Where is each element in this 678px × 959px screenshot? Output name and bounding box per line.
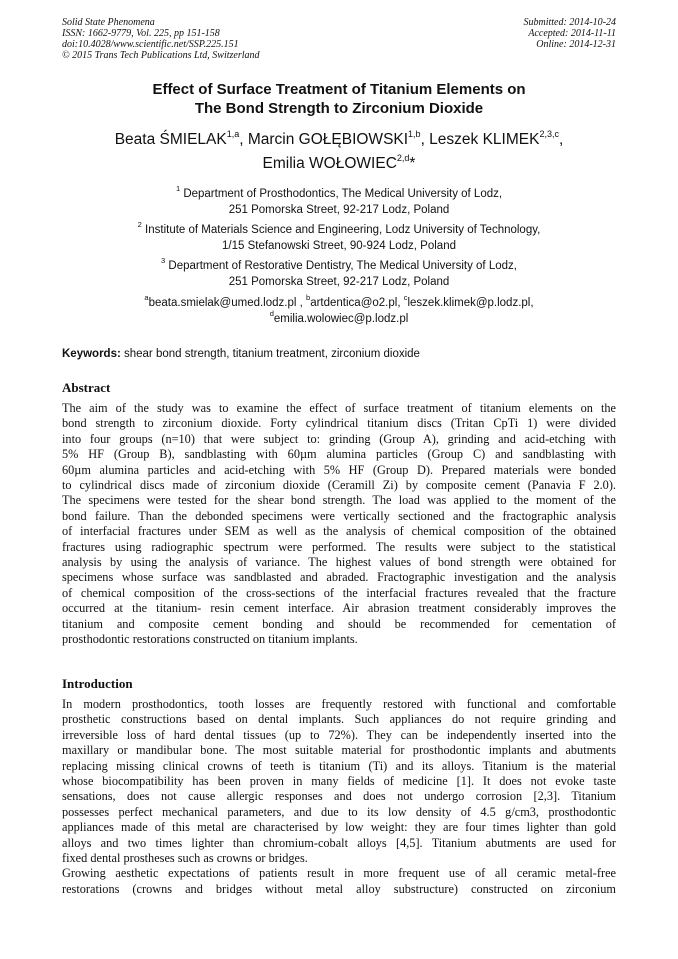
email-sup: a (144, 293, 149, 303)
affiliation-line: Department of Restorative Dentistry, The Medical University of Lodz, (168, 260, 517, 272)
intro-line: restorations (crowns and bridges without metal alloy substructure) constructed on zirconium (62, 881, 616, 896)
intro-line: whose biocompatibility has been proven in many fields of medicine [1]. It does not evoke taste (62, 774, 616, 789)
affiliation (62, 186, 616, 218)
author-line (62, 128, 616, 152)
abstract-line: 60µm alumina particles and acid-etching with 5% HF (Group D). Prepared materials were bonded (62, 462, 616, 477)
email-link[interactable]: emilia.wolowiec@p.lodz.pl (273, 313, 409, 325)
intro-line: maxillary or mandibular bone. The most suitable material for prosthodontic implants and abutments (62, 743, 616, 758)
intro-line: appliances made of this metal are characterised by low weight: they are four times lighter than gold (62, 820, 616, 835)
abstract-line: occurred at the titanium- resin cement interface. Air abrasion treatment considerably improves the (62, 601, 616, 616)
intro-line: prosthetic constructions based on dental implants. Such appliances do not require grinding and (62, 712, 616, 727)
online-date: Online: 2014-12-31 (536, 39, 616, 50)
corresponding-mark: * (409, 155, 416, 172)
intro-line: In modern prosthodontics, tooth losses are frequently restored with functional and comfortable (62, 697, 616, 711)
abstract-line: of chemical composition of the cross-sections of the interfacial fractures revealed that the fracture (62, 585, 616, 600)
intro-line: fixed dental prostheses such as crowns or bridges. (62, 851, 308, 866)
affiliation-line: 1/15 Stefanowski Street, 90-924 Lodz, Poland (222, 240, 456, 252)
affiliation (62, 258, 616, 290)
keywords-label: Keywords: (62, 348, 121, 360)
email-sup: d (269, 309, 274, 319)
affiliation-line: 251 Pomorska Street, 92-217 Lodz, Poland (228, 204, 450, 216)
doi-line: doi:10.4028/www.scientific.net/SSP.225.151 (62, 39, 239, 50)
email-list (62, 295, 616, 327)
intro-line: irreversible loss of hard dental tissues (up to 72%). They can be independently inserted into the (62, 727, 616, 742)
issn-line: ISSN: 1662-9779, Vol. 225, pp 151-158 (62, 28, 220, 39)
abstract-line: prosthodontic restorations constructed on titanium implants. (62, 632, 358, 647)
affiliation-line: 251 Pomorska Street, 92-217 Lodz, Poland (228, 276, 450, 288)
author-list (62, 128, 616, 176)
abstract-line: into four groups (n=10) that were subject to: grinding (Group A), grinding and acid-etching with (62, 431, 616, 446)
email-sup: c (403, 293, 408, 303)
abstract-line: The aim of the study was to examine the effect of surface treatment of titanium elements on the (62, 401, 616, 415)
abstract-line: The specimens were tested for the shear bond strength. The load was applied to the moment of the (62, 493, 616, 508)
affiliation-number: 3 (161, 256, 166, 266)
author-line (62, 152, 616, 176)
author-name: Emilia WOŁOWIEC (262, 155, 397, 172)
email-sup: b (306, 293, 311, 303)
affiliation-number: 1 (175, 184, 181, 194)
affiliation (62, 222, 616, 254)
abstract-line: analysis by using the analysis of variance. The highest values of bond strength were obtained for (62, 555, 616, 570)
intro-line: replacing missing clinical crowns of teeth is titanium (Ti) and its alloys. Titanium is the material (62, 758, 616, 773)
abstract-line: to cylindrical discs made of zirconium dioxide (Ceramill Zi) by composite cement (Panavia F 2.0). (62, 478, 616, 493)
abstract-body (62, 401, 616, 648)
submitted-date: Submitted: 2014-10-24 (523, 17, 616, 28)
intro-line: sensations, does not cause allergic responses and does not undergo corrosion [2,3]. Titanium (62, 789, 616, 804)
abstract-line: bond strength to zirconium dioxide. Forty cylindrical titanium discs (Tritan CpTi 1) were divided (62, 416, 616, 431)
affiliation-line: Institute of Materials Science and Engineering, Lodz University of Technology, (145, 224, 541, 236)
abstract-line: specimens whose surface was sandblasted and abraded. Fractographic investigation and the analysis (62, 570, 616, 585)
journal-name: Solid State Phenomena (62, 17, 155, 28)
author-affil-sup: 1,b (408, 128, 421, 139)
introduction-body (62, 697, 616, 897)
abstract-line: of interfacial fractures under SEM as well as the analysis of chemical composition of the obtained (62, 524, 616, 539)
email-link[interactable]: artdentica@o2.pl, (310, 297, 401, 309)
journal-info (62, 17, 260, 61)
abstract-line: titanium and composite cement bonding and should be recommended for cementation of (62, 616, 616, 631)
title-line: The Bond Strength to Zirconium Dioxide (194, 100, 484, 117)
keywords-text: shear bond strength, titanium treatment, zirconium dioxide (120, 348, 420, 360)
email-link[interactable]: leszek.klimek@p.lodz.pl, (407, 297, 534, 309)
author-affil-sup: 2,3,c (539, 128, 559, 139)
title-line: Effect of Surface Treatment of Titanium Elements on (152, 81, 526, 98)
copyright-line: © 2015 Trans Tech Publications Ltd, Switzerland (62, 50, 260, 61)
keywords (62, 346, 616, 362)
author-name: , Marcin GOŁĘBIOWSKI (239, 131, 409, 148)
intro-line: possesses perfect mechanical parameters, and due to its low density of 4.5 g/cm3, prosthodontic (62, 804, 616, 819)
author-affil-sup: 2,d (396, 152, 410, 163)
author-separator: , (558, 131, 564, 148)
intro-line: Growing aesthetic expectations of patients result in more frequent use of all ceramic metal-free (62, 866, 616, 881)
affiliation-line: Department of Prosthodontics, The Medical University of Lodz, (183, 188, 503, 200)
email-link[interactable]: beata.smielak@umed.lodz.pl , (148, 297, 303, 309)
affiliation-number: 2 (137, 220, 142, 230)
accepted-date: Accepted: 2014-11-11 (528, 28, 616, 39)
intro-line: alloys and two times lighter than chromium-cobalt alloys [4,5]. Titanium abutments are used for (62, 835, 616, 850)
abstract-line: bond failure. Than the debonded specimens were vertically sectioned and the fractographic analysis (62, 508, 616, 523)
author-name: , Leszek KLIMEK (420, 131, 540, 148)
abstract-line: fractures using radiographic spectrum were performed. The results were subject to the statistical (62, 539, 616, 554)
author-affil-sup: 1,a (226, 128, 240, 139)
submission-dates (524, 17, 617, 50)
author-name: Beata ŚMIELAK (114, 131, 227, 148)
paper-title (62, 80, 616, 118)
abstract-line: 5% HF (Group B), sandblasting with 60µm alumina particles (Group C) and sandblasting with (62, 447, 616, 462)
abstract-heading: Abstract (62, 380, 111, 395)
introduction-heading: Introduction (62, 676, 133, 691)
